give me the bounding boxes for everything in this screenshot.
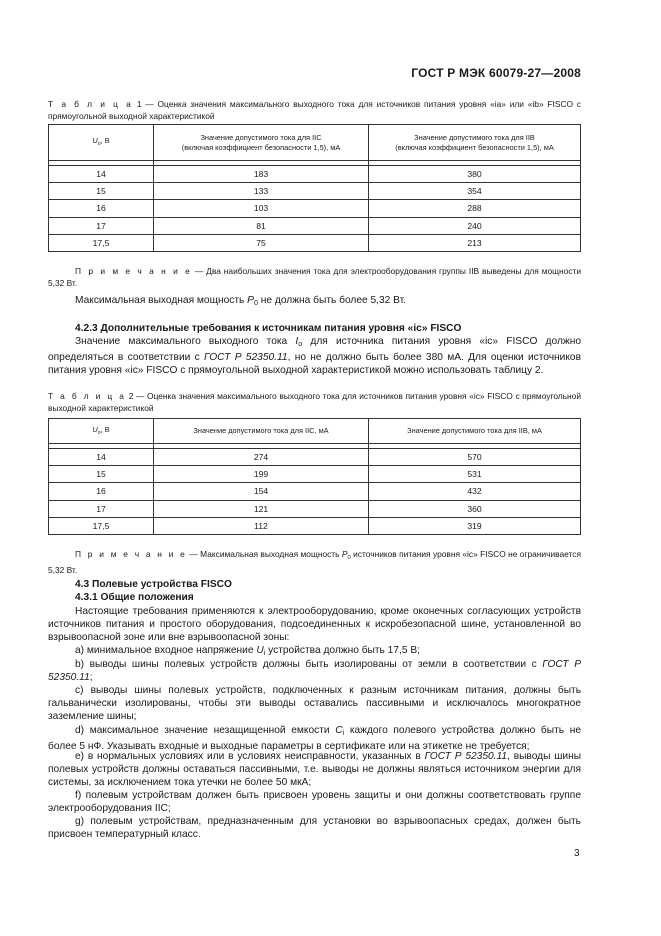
table-row: 17,5 75 213 — [49, 234, 581, 251]
list-item-d: d) максимальное значение незащищенной емкости $C_i$ каждого полевого устройства должно быть не более 5 нФ. Указывать входные и выходные параметры в сертификате или на этикетке не требуется; — [48, 725, 581, 752]
table-row: 14 183 380 — [49, 166, 581, 183]
table2-caption-label: Т а б л и ц а — [48, 391, 127, 401]
list-item-a: a) минимальное входное напряжение $U_i$ устройства должно быть 17,5 В; — [75, 645, 420, 657]
page-number: 3 — [574, 848, 580, 859]
list-item-g: g) полевым устройствам, предназначенным для установки во взрывоопасных средах, должен быть присвоен температурный класс. — [48, 816, 581, 840]
table-row: 17,5 112 319 — [49, 517, 581, 534]
table-row: 16 103 288 — [49, 200, 581, 217]
section-431-heading: 4.3.1 Общие положения — [75, 592, 194, 603]
table2-col-iic: Значение допустимого тока для IIC, мА — [154, 419, 369, 444]
table1-caption-text: 1 — Оценка значения максимального выходного тока для источников питания уровня «ia» или «ib» FISCO с прямоугольной выходной характеристикой — [48, 99, 581, 121]
document-header: ГОСТ Р МЭК 60079-27—2008 — [411, 66, 581, 80]
table1-header-row — [49, 125, 581, 161]
table2-caption-text: 2 — Оценка значения максимального выходного тока для источников питания уровня «ic» FISCO с прямоугольной выходной характеристикой — [48, 391, 582, 413]
table2-caption — [48, 390, 581, 414]
table-row: 16 154 432 — [49, 483, 581, 500]
table1-col-iic: Значение допустимого тока для IIC (включая коэффициент безопасности 1,5), мА — [154, 125, 369, 161]
table-row: 17 121 360 — [49, 500, 581, 517]
list-item-e: e) в нормальных условиях или в условиях неисправности, указанных в ГОСТ Р 52350.11, выводы шины полевых устройств должны оставаться пассивными, т.е. выводы не должны являться источником энергии для системы, за исключением тока утечки не более 50 мкА; — [48, 751, 582, 788]
table-row: 15 133 354 — [49, 183, 581, 200]
table1-col-iib: Значение допустимого тока для IIB (включая коэффициент безопасности 1,5), мА — [369, 125, 581, 161]
section-43-intro: Настоящие требования применяются к электрооборудованию, кроме оконечных согласующих устройств источников питания и простого оборудования, подсоединенных к искробезопасной шине, установленной во взрывоопасной зоне или вне взрывоопасной зоны: — [48, 606, 581, 643]
section-423-heading: 4.2.3 Дополнительные требования к источникам питания уровня «ic» FISCO — [75, 323, 462, 334]
table1-caption — [48, 98, 581, 122]
table2 — [48, 418, 581, 535]
table1-caption-label: Т а б л и ц а — [48, 99, 134, 109]
table1-col-uo: $U_o$, В — [49, 125, 154, 161]
table1-note: П р и м е ч а н и е — Два наибольших значения тока для электрооборудования группы IIB выведены для мощности 5,32 Вт. — [48, 266, 581, 288]
list-item-c: c) выводы шины полевых устройств, подключенных к разным источникам питания, должны быть гальванически изолированы, чтобы эти выводы оставались пассивными и исключалось многократное заземление шины; — [48, 685, 581, 722]
list-item-b: b) выводы шины полевых устройств должны быть изолированы от земли в соответствии с ГОСТ Р 52350.11; — [48, 659, 581, 683]
list-item-f: f) полевым устройствам должен быть присвоен уровень защиты и они должны соответствовать группе электрооборудования IIC; — [48, 790, 581, 814]
table2-col-iib: Значение допустимого тока для IIB, мА — [369, 419, 581, 444]
table1 — [48, 124, 581, 252]
power-paragraph: Максимальная выходная мощность $P_0$ не должна быть более 5,32 Вт. — [75, 295, 406, 307]
section-423-paragraph: Значение максимального выходного тока $I_o$ для источника питания уровня «ic» FISCO должно определяться в соответствии с ГОСТ Р 52350.11, но не должно быть более 380 мА. Для оценки источников питания уровня «ic» FISCO с прямоугольной выходной характеристикой можно использовать таблицу 2. — [48, 336, 582, 376]
table2-note: П р и м е ч а н и е — Максимальная выходная мощность $P_0$ источников питания уровня «ic» FISCO не ограничивается 5,32 Вт. — [48, 549, 581, 575]
table2-col-uo: $U_o$, В — [49, 419, 154, 444]
table-row: 15 199 531 — [49, 466, 581, 483]
table-row: 17 81 240 — [49, 217, 581, 234]
section-43-heading: 4.3 Полевые устройства FISCO — [75, 579, 232, 590]
table-row: 14 274 570 — [49, 449, 581, 466]
table2-header-row — [49, 419, 581, 444]
